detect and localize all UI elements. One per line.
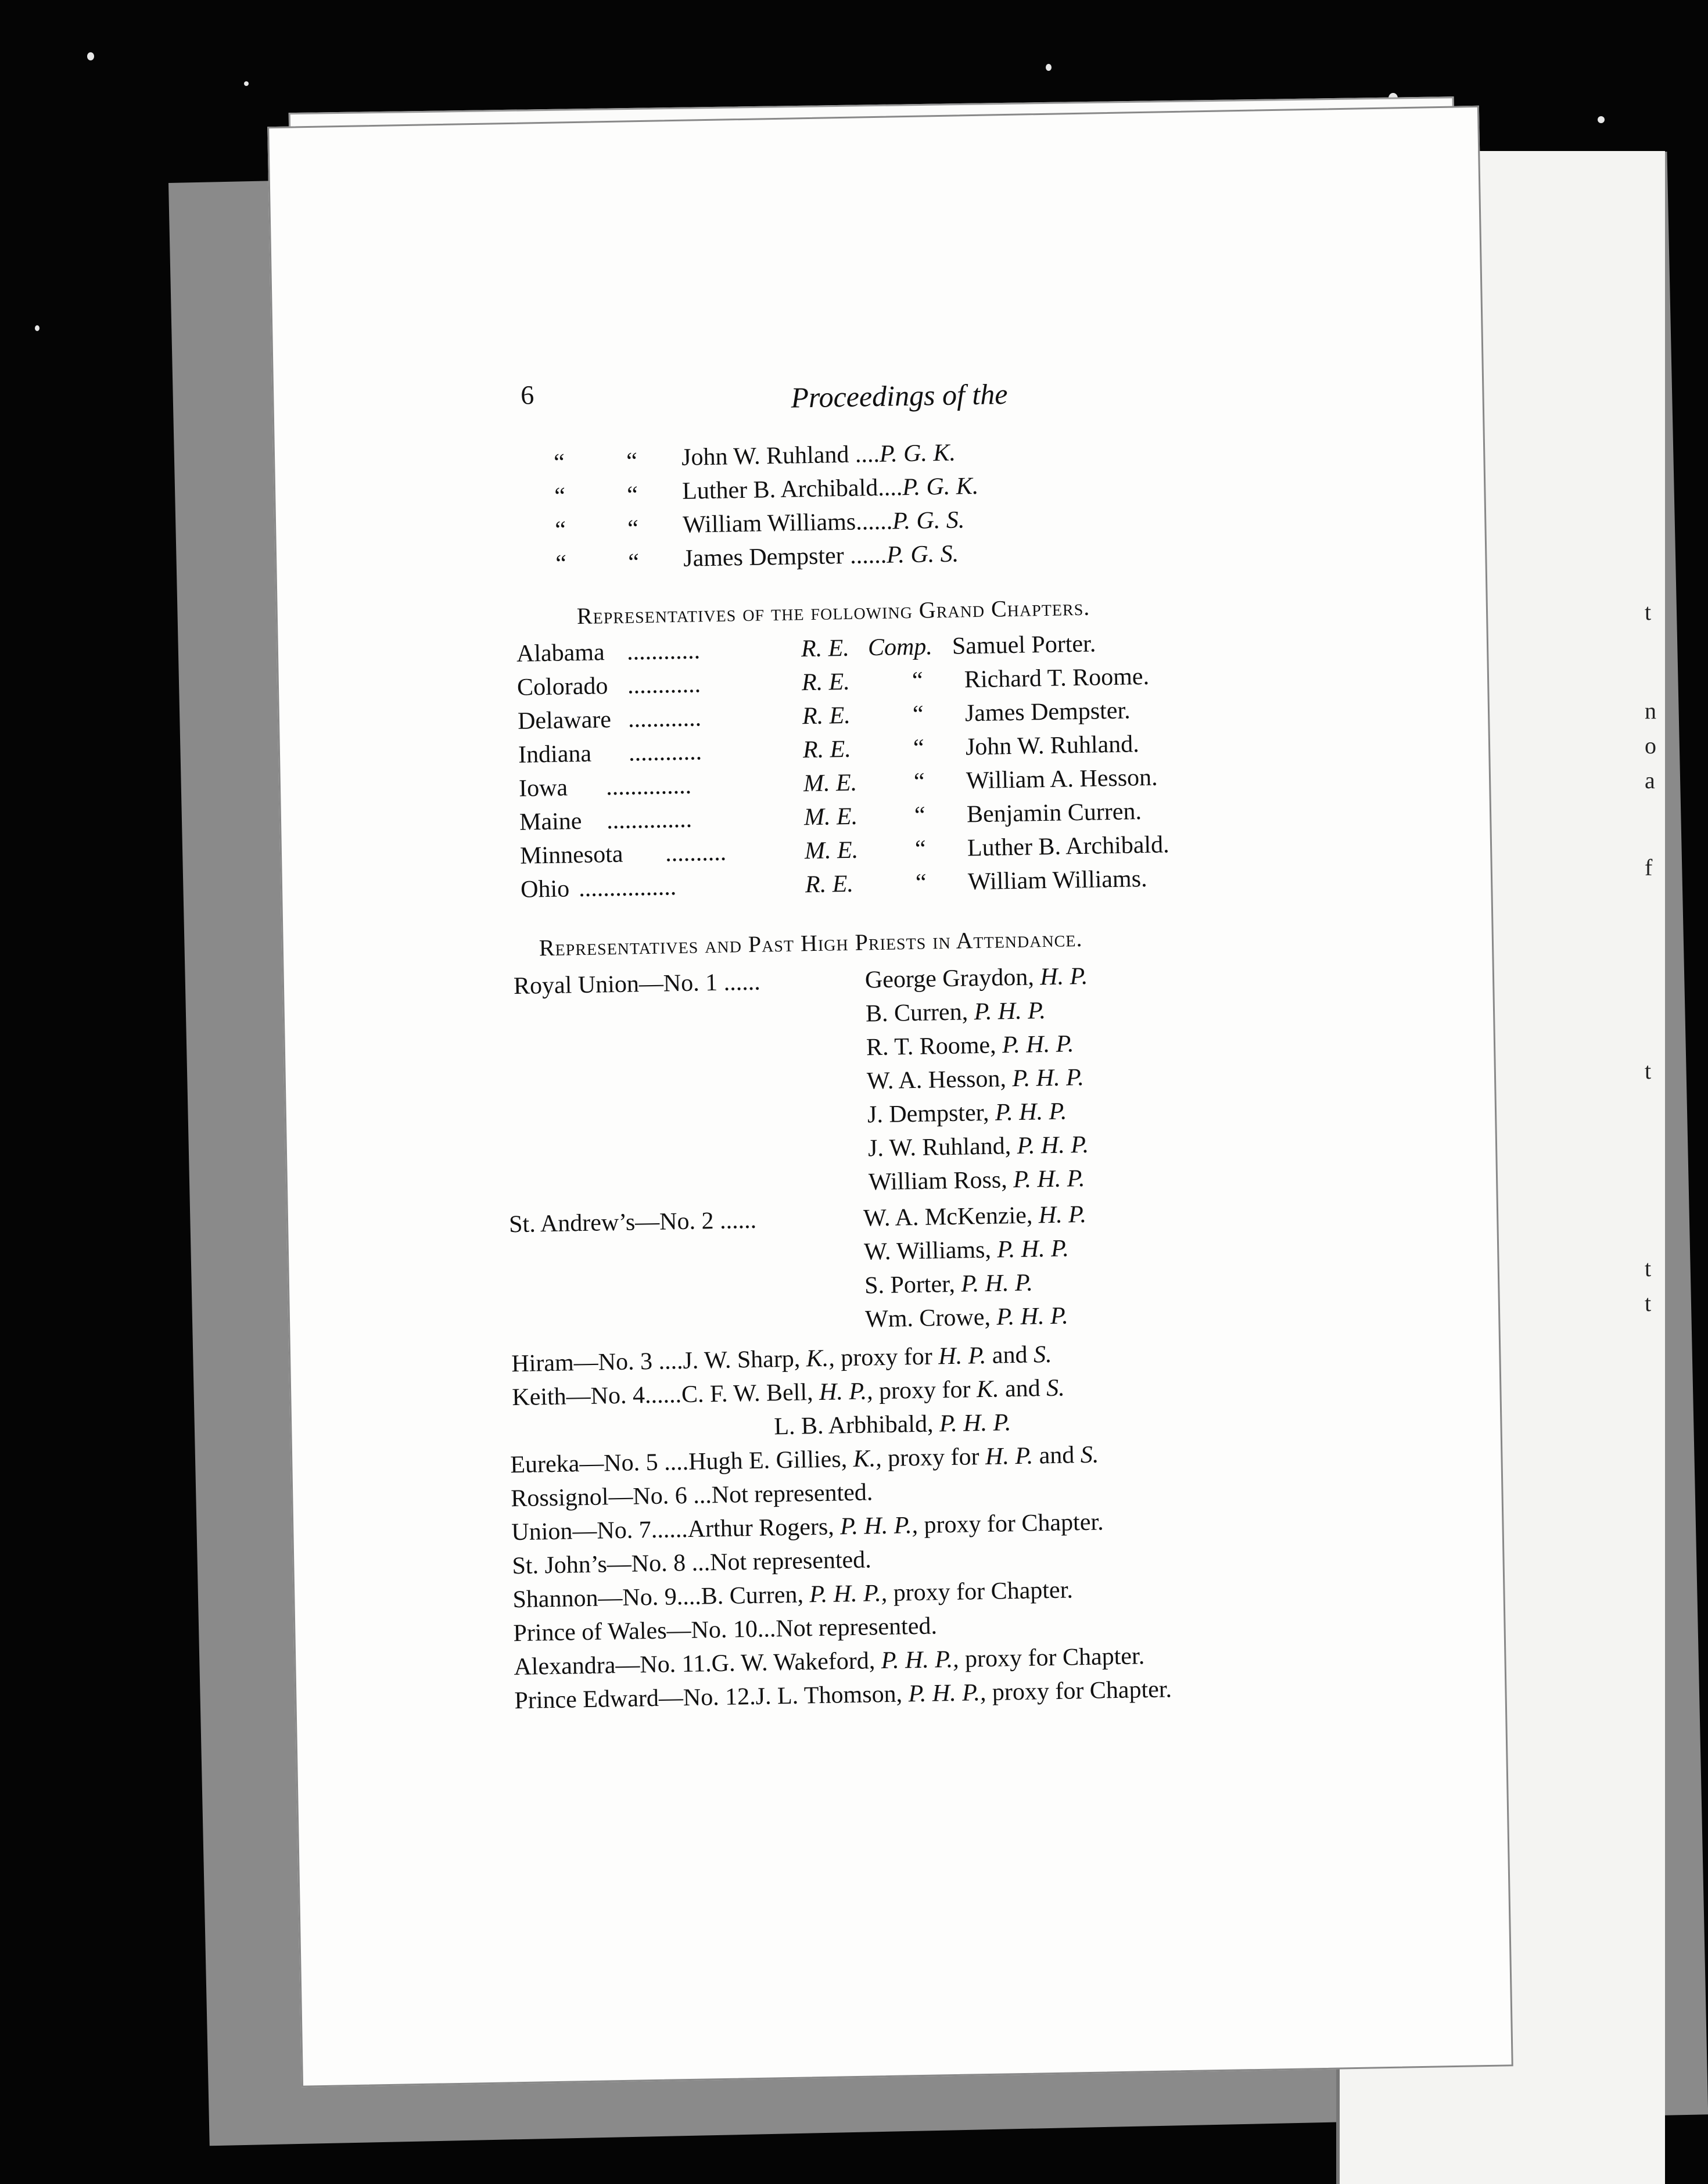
attendee-name: W. Williams, — [863, 1236, 992, 1266]
leader-dots: .... — [676, 1583, 702, 1611]
attendee — [865, 962, 1088, 994]
state-name: Minnesota — [519, 840, 623, 870]
page-number: 6 — [520, 380, 534, 410]
rank: R. E. — [805, 870, 854, 899]
delegate-name: C. F. W. Bell, — [681, 1379, 813, 1409]
proxy-label: proxy for — [840, 1343, 933, 1372]
leader-dots: .......... — [665, 839, 727, 867]
rank: M. E. — [803, 803, 858, 831]
ditto-mark: “ — [914, 802, 926, 829]
attendee — [864, 1269, 1033, 1300]
delegate-name: J. L. Thomson, — [755, 1680, 903, 1710]
attendee-name: W. A. McKenzie, — [863, 1202, 1033, 1232]
attendee-title: P. H. P. — [996, 1302, 1069, 1331]
attendee-title: P. H. P. — [1017, 1131, 1089, 1159]
leader-dots: ............ — [626, 637, 701, 666]
officer-line — [681, 439, 956, 472]
leader-dots: ...... — [644, 1381, 682, 1409]
document-page — [267, 106, 1513, 2088]
attendee — [868, 1131, 1089, 1163]
attendee-title: P. H. P. — [1002, 1030, 1074, 1059]
chapter-entry — [511, 1508, 1104, 1546]
leader-dots: ............ — [628, 738, 702, 767]
chapter-entry — [774, 1409, 1011, 1441]
ditto-mark: “ — [555, 550, 567, 577]
chapter-name: Rossignol—No. 6 — [511, 1482, 688, 1513]
rank: R. E. — [801, 634, 850, 663]
scan-speck — [87, 52, 94, 60]
delegate-role: P. H. P., — [881, 1646, 959, 1675]
proxy-for: S. — [1046, 1374, 1065, 1402]
chapter-name: Union—No. 7 — [511, 1517, 652, 1546]
ditto-mark: “ — [627, 515, 639, 543]
margin-letter: o — [1645, 732, 1656, 759]
delegate-name: B. Curren, — [701, 1581, 804, 1610]
officer-title: P. G. K. — [902, 472, 979, 501]
leader-dots: .... — [658, 1448, 689, 1476]
representative-name: Luther B. Archibald. — [967, 831, 1169, 862]
ditto-mark: “ — [913, 768, 925, 795]
state-name: Delaware — [517, 706, 612, 735]
delegate-name: Not represented. — [775, 1612, 938, 1643]
attendee-title: P. H. P. — [1013, 1165, 1085, 1194]
chapter-entry — [512, 1576, 1073, 1614]
delegate-role: P. H. P., — [839, 1512, 918, 1540]
attendee-title: P. H. P. — [995, 1098, 1067, 1126]
delegate-name: Arthur Rogers, — [687, 1513, 835, 1543]
proxy-label: proxy for — [887, 1443, 979, 1472]
chapter-entry — [512, 1374, 1065, 1412]
rank: R. E. — [801, 668, 851, 696]
leader-dots: ............ — [627, 671, 701, 699]
delegate-role: H. P., — [819, 1378, 873, 1406]
chapter-name: St. Andrew’s—No. 2 ...... — [508, 1206, 757, 1238]
margin-letter: t — [1645, 599, 1652, 625]
attendee-name: B. Curren, — [865, 998, 968, 1028]
ditto-mark: “ — [912, 667, 924, 694]
ditto-mark: “ — [626, 448, 638, 475]
rank: M. E. — [804, 836, 859, 865]
delegate-role: K., — [806, 1345, 835, 1373]
officer-line — [683, 506, 965, 538]
attendee-title: P. H. P. — [974, 997, 1046, 1026]
attendee — [863, 1201, 1087, 1233]
attendee-title: P. H. P. — [1012, 1064, 1085, 1093]
state-name: Ohio — [520, 875, 570, 903]
representative-name: John W. Ruhland. — [965, 731, 1140, 761]
margin-letter: n — [1645, 698, 1656, 724]
chapter-entry — [514, 1675, 1172, 1715]
rank: M. E. — [803, 769, 857, 798]
rank: R. E. — [802, 702, 851, 730]
ditto-mark: “ — [915, 869, 927, 896]
proxy-label: proxy for Chapter. — [964, 1643, 1145, 1673]
ditto-mark: “ — [913, 734, 925, 761]
proxy-for: K. — [976, 1375, 999, 1403]
leader-dots: .... — [855, 440, 880, 468]
delegate-name: Not represented. — [709, 1546, 872, 1576]
ditto-mark: “ — [554, 483, 566, 510]
chapter-entry — [512, 1546, 871, 1580]
attendee-title: H. P. — [1039, 962, 1088, 991]
chapter-name: Eureka—No. 5 — [510, 1449, 659, 1479]
officer-title: P. G. S. — [886, 540, 959, 569]
attendee — [864, 1234, 1069, 1266]
ditto-mark: “ — [554, 516, 566, 544]
proxy-label: proxy for Chapter. — [893, 1576, 1074, 1607]
attendee — [869, 1165, 1085, 1196]
scan-speck — [1046, 64, 1052, 71]
representative-name: Samuel Porter. — [952, 630, 1096, 660]
representative-name: William Williams. — [967, 865, 1147, 896]
delegate-role: K., — [853, 1445, 882, 1472]
proxy-for: S. — [1080, 1441, 1099, 1469]
margin-letter: t — [1645, 1058, 1652, 1084]
officer-name: Luther B. Archibald — [681, 474, 878, 505]
proxy-label: proxy for Chapter. — [992, 1676, 1172, 1706]
attendance-heading: Representatives and Past High Priests in Attendance. — [539, 925, 1083, 961]
delegate-name: Hugh E. Gillies, — [688, 1446, 848, 1475]
chapter-name: Prince Edward—No. 12. — [514, 1683, 756, 1715]
delegate-role: P. H. P., — [809, 1579, 888, 1608]
attendee-name: J. Dempster, — [867, 1099, 989, 1129]
delegate-name: L. B. Arbhibald, — [773, 1410, 934, 1441]
margin-letter: f — [1645, 854, 1653, 881]
leader-dots: ................ — [578, 874, 677, 903]
officer-title: P. G. K. — [879, 439, 956, 468]
and-label: and — [1004, 1375, 1041, 1403]
chapter-entry — [510, 1441, 1099, 1479]
officer-title: P. G. S. — [892, 507, 965, 535]
ditto-mark: “ — [912, 701, 924, 728]
and-label: and — [992, 1341, 1028, 1369]
chapter-entry — [513, 1612, 937, 1647]
officer-line — [683, 540, 959, 573]
attendee-title: H. P. — [1038, 1201, 1087, 1229]
scan-speck — [1598, 116, 1605, 123]
and-label: and — [1039, 1442, 1075, 1470]
margin-letter: a — [1645, 767, 1655, 793]
chapter-name: Keith—No. 4 — [512, 1382, 645, 1411]
running-head: Proceedings of the — [790, 378, 1008, 414]
attendee — [865, 1302, 1068, 1333]
delegate-name: Not represented. — [711, 1479, 873, 1509]
attendee — [867, 1064, 1085, 1095]
margin-letter: t — [1645, 1290, 1652, 1316]
leader-dots: ... — [687, 1482, 712, 1509]
chapter-entry — [511, 1341, 1052, 1378]
leader-dots: ...... — [651, 1515, 688, 1544]
chapter-name: Prince of Wales—No. 10 — [513, 1615, 758, 1647]
delegate-role: P. H. P., — [908, 1679, 986, 1708]
proxy-label: proxy for — [878, 1376, 971, 1405]
state-name: Iowa — [518, 774, 568, 802]
delegate-name: J. W. Sharp, — [683, 1345, 801, 1375]
chapter-entry — [514, 1642, 1144, 1681]
chapter-entry — [511, 1478, 873, 1513]
proxy-for: H. P. — [985, 1442, 1034, 1470]
officer-name: John W. Ruhland — [681, 441, 849, 471]
attendee-title: P. H. P. — [961, 1269, 1034, 1298]
leader-dots: ............ — [627, 705, 702, 733]
attendee-name: J. W. Ruhland, — [867, 1133, 1011, 1162]
attendee-name: George Graydon, — [864, 964, 1035, 994]
officer-name: William Williams — [682, 508, 856, 538]
proxy-for: S. — [1033, 1341, 1052, 1368]
ditto-mark: “ — [626, 482, 638, 509]
chapter-name: Hiram—No. 3 — [511, 1348, 653, 1378]
attendee-name: William Ross, — [868, 1166, 1008, 1196]
proxy-for: H. P. — [938, 1342, 986, 1370]
representative-name: Richard T. Roome. — [964, 663, 1150, 694]
delegate-name: G. W. Wakeford, — [711, 1647, 875, 1677]
attendee — [867, 1097, 1067, 1129]
attendee-name: R. T. Roome, — [866, 1032, 996, 1061]
attendee — [866, 997, 1046, 1028]
state-name: Colorado — [516, 673, 608, 701]
chapter-name: Shannon—No. 9 — [512, 1583, 677, 1614]
leader-dots: .... — [652, 1348, 683, 1375]
leader-dots: ... — [685, 1549, 711, 1577]
ditto-mark: “ — [553, 449, 565, 476]
attendee-name: W. A. Hesson, — [866, 1065, 1007, 1095]
ditto-mark: “ — [627, 549, 640, 576]
leader-dots: ... — [757, 1615, 776, 1643]
ditto-mark: “ — [914, 835, 927, 863]
attendee — [866, 1030, 1074, 1061]
leader-dots: .............. — [605, 772, 692, 801]
state-name: Indiana — [518, 740, 592, 768]
representative-name: Benjamin Curren. — [966, 798, 1142, 828]
attendee-title: P. H. P. — [997, 1235, 1070, 1263]
chapter-name: Royal Union—No. 1 ...... — [513, 968, 761, 1000]
scan-speck — [35, 325, 40, 331]
margin-letter: t — [1645, 1255, 1652, 1281]
leader-dots: .............. — [606, 806, 692, 835]
delegate-role: P. H. P. — [939, 1409, 1011, 1438]
chapter-name: Alexandra—No. 11. — [514, 1650, 712, 1681]
officer-line — [682, 472, 979, 505]
chapter-name: St. John’s—No. 8 — [512, 1550, 686, 1580]
rank: R. E. — [802, 735, 852, 764]
proxy-label: proxy for Chapter. — [924, 1508, 1104, 1539]
state-name: Maine — [519, 807, 582, 836]
attendee-name: Wm. Crowe, — [864, 1303, 991, 1333]
grand-chapters-heading: Representatives of the following Grand Chapters. — [576, 594, 1090, 630]
attendee-name: S. Porter, — [864, 1270, 956, 1299]
comp-label: Comp. — [867, 633, 933, 662]
officer-name: James Dempster — [683, 542, 845, 572]
scan-speck — [244, 81, 249, 86]
representative-name: James Dempster. — [964, 697, 1131, 727]
leader-dots: ...... — [849, 541, 887, 569]
leader-dots: .... — [877, 474, 903, 501]
representative-name: William A. Hesson. — [966, 764, 1158, 795]
leader-dots: ...... — [855, 508, 893, 536]
state-name: Alabama — [516, 639, 605, 667]
